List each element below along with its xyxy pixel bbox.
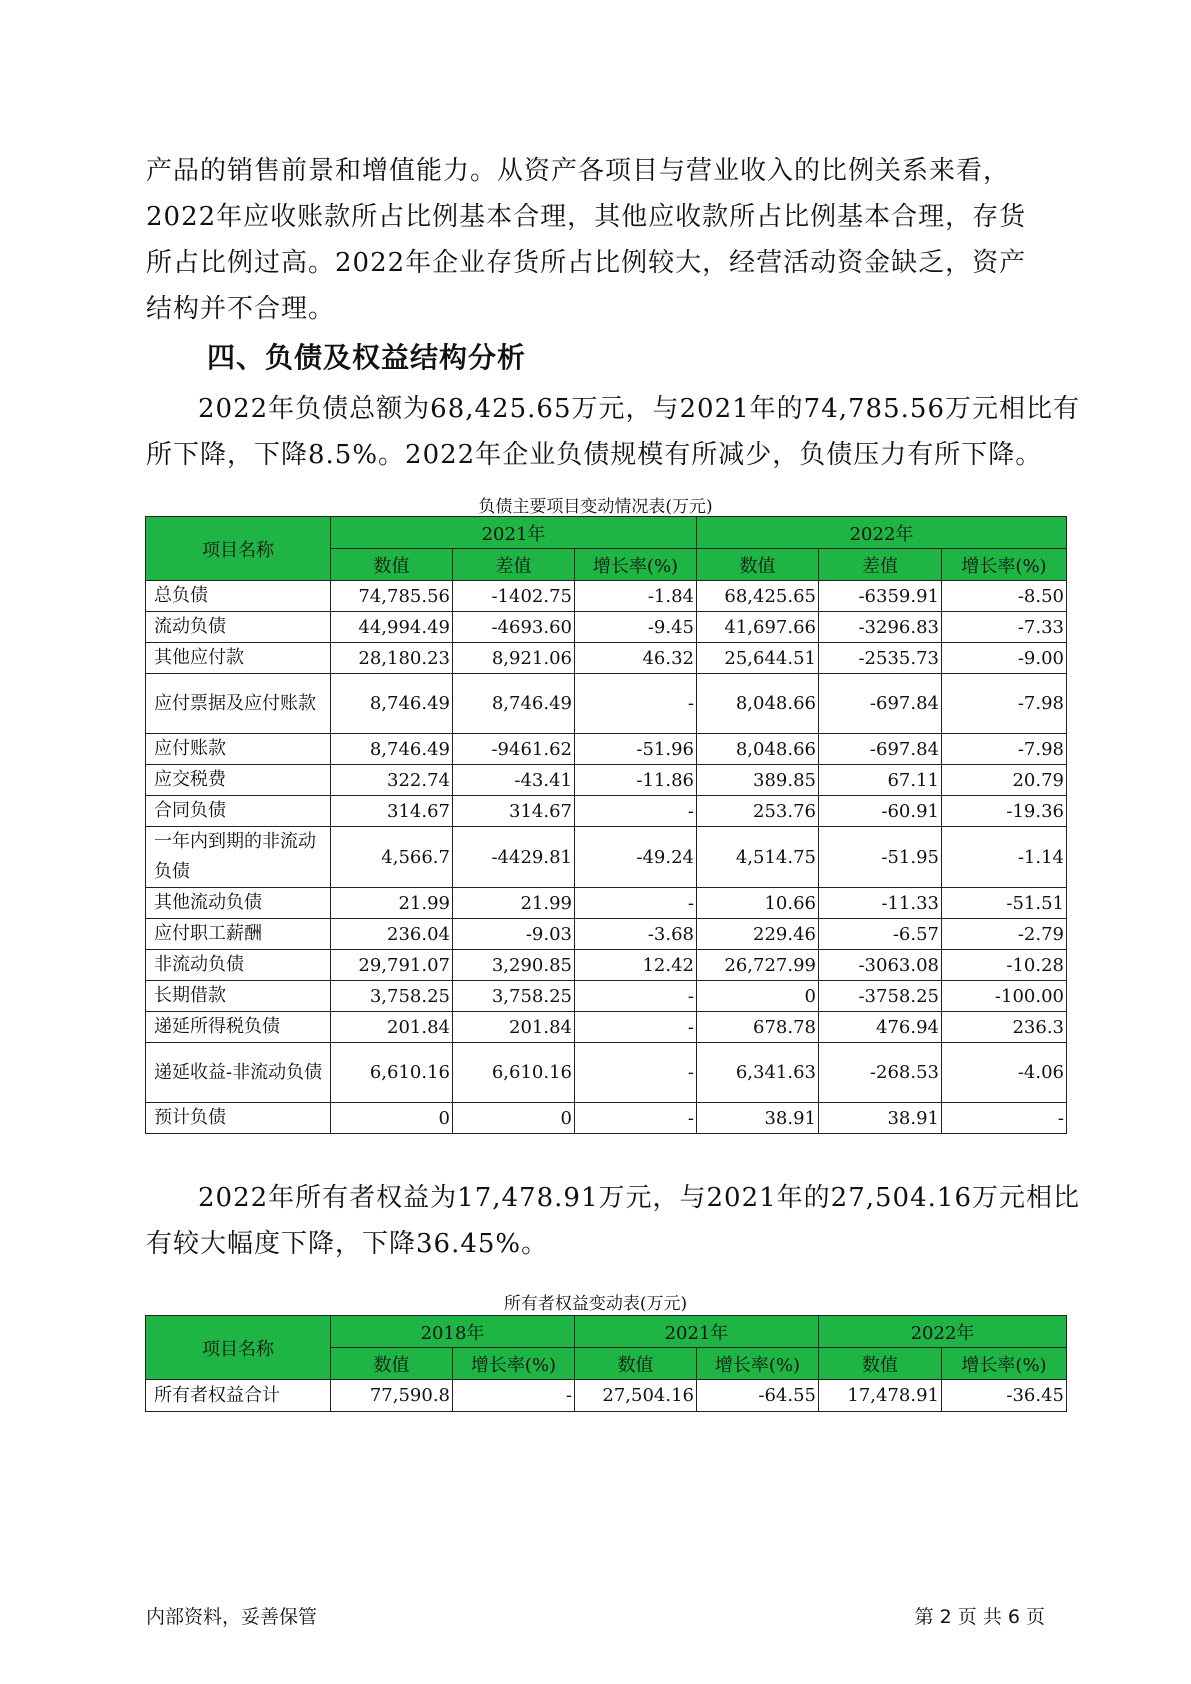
row-label: 其他流动负债	[146, 888, 331, 919]
sub-header: 增长率(%)	[575, 549, 697, 581]
cell: -7.98	[942, 734, 1067, 765]
cell: 8,746.49	[453, 674, 575, 734]
row-label: 一年内到期的非流动负债	[146, 827, 331, 888]
cell: -51.95	[819, 827, 942, 888]
row-label: 应付账款	[146, 734, 331, 765]
cell: -60.91	[819, 796, 942, 827]
cell: 10.66	[697, 888, 819, 919]
cell: -8.50	[942, 581, 1067, 612]
year-header: 2022年	[819, 1316, 1067, 1348]
table-caption: 负债主要项目变动情况表(万元)	[478, 497, 713, 517]
cell: -49.24	[575, 827, 697, 888]
cell: 6,341.63	[697, 1043, 819, 1103]
cell: 0	[453, 1103, 575, 1134]
liability-table	[145, 516, 1067, 1134]
sub-header: 增长率(%)	[697, 1348, 819, 1380]
row-label: 递延所得税负债	[146, 1012, 331, 1043]
cell: -3296.83	[819, 612, 942, 643]
cell: 25,644.51	[697, 643, 819, 674]
table-row	[146, 581, 1067, 612]
cell: -51.51	[942, 888, 1067, 919]
cell: 44,994.49	[331, 612, 453, 643]
cell: 8,921.06	[453, 643, 575, 674]
year-header: 2022年	[697, 517, 1067, 549]
cell: 314.67	[331, 796, 453, 827]
sub-header: 数值	[331, 1348, 453, 1380]
cell: 41,697.66	[697, 612, 819, 643]
sub-header: 数值	[819, 1348, 942, 1380]
sub-header: 数值	[331, 549, 453, 581]
cell: 3,290.85	[453, 950, 575, 981]
cell: -268.53	[819, 1043, 942, 1103]
row-label: 非流动负债	[146, 950, 331, 981]
cell: -1.84	[575, 581, 697, 612]
year-header: 2021年	[575, 1316, 819, 1348]
table-row	[146, 643, 1067, 674]
cell: 77,590.8	[331, 1380, 453, 1412]
intro-paragraph	[146, 148, 1046, 332]
cell: 3,758.25	[331, 981, 453, 1012]
equity-table	[145, 1315, 1067, 1412]
cell: 8,746.49	[331, 674, 453, 734]
cell: -4693.60	[453, 612, 575, 643]
cell: -64.55	[697, 1380, 819, 1412]
cell: -9461.62	[453, 734, 575, 765]
table-row	[146, 1380, 1067, 1412]
cell: -697.84	[819, 674, 942, 734]
cell: 314.67	[453, 796, 575, 827]
row-label: 预计负债	[146, 1103, 331, 1134]
row-label: 总负债	[146, 581, 331, 612]
cell: -7.98	[942, 674, 1067, 734]
cell: 6,610.16	[453, 1043, 575, 1103]
table-row	[146, 888, 1067, 919]
table-row	[146, 612, 1067, 643]
text-line: 产品的销售前景和增值能力。从资产各项目与营业收入的比例关系来看，	[146, 156, 1011, 186]
cell: 21.99	[453, 888, 575, 919]
row-label: 应交税费	[146, 765, 331, 796]
cell: -3.68	[575, 919, 697, 950]
cell: -19.36	[942, 796, 1067, 827]
cell: 28,180.23	[331, 643, 453, 674]
table-body	[146, 581, 1067, 1134]
cell: 236.04	[331, 919, 453, 950]
row-label: 所有者权益合计	[146, 1380, 331, 1412]
cell: -3758.25	[819, 981, 942, 1012]
cell: 74,785.56	[331, 581, 453, 612]
table-row	[146, 734, 1067, 765]
cell: 4,514.75	[697, 827, 819, 888]
table-row	[146, 796, 1067, 827]
cell: 38.91	[697, 1103, 819, 1134]
cell: 12.42	[575, 950, 697, 981]
year-header: 2018年	[331, 1316, 575, 1348]
col-header-name: 项目名称	[146, 517, 331, 581]
equity-paragraph	[146, 1175, 1080, 1267]
row-label: 流动负债	[146, 612, 331, 643]
cell: -1.14	[942, 827, 1067, 888]
cell: -	[575, 1043, 697, 1103]
text-line: 2022年应收账款所占比例基本合理，其他应收款所占比例基本合理，存货	[146, 202, 1027, 232]
text-line: 2022年负债总额为68,425.65万元，与2021年的74,785.56万元相比有	[198, 394, 1080, 424]
sub-header: 差值	[453, 549, 575, 581]
cell: -	[575, 796, 697, 827]
row-label: 应付票据及应付账款	[146, 674, 331, 734]
cell: 201.84	[331, 1012, 453, 1043]
table-row	[146, 827, 1067, 888]
cell: -	[575, 981, 697, 1012]
cell: 38.91	[819, 1103, 942, 1134]
cell: -697.84	[819, 734, 942, 765]
cell: 476.94	[819, 1012, 942, 1043]
cell: 8,048.66	[697, 674, 819, 734]
sub-header: 增长率(%)	[942, 1348, 1067, 1380]
col-header-name: 项目名称	[146, 1316, 331, 1380]
cell: -9.45	[575, 612, 697, 643]
cell: 322.74	[331, 765, 453, 796]
cell: -6.57	[819, 919, 942, 950]
cell: 4,566.7	[331, 827, 453, 888]
cell: -1402.75	[453, 581, 575, 612]
cell: -9.00	[942, 643, 1067, 674]
cell: -11.33	[819, 888, 942, 919]
cell: -100.00	[942, 981, 1067, 1012]
cell: 21.99	[331, 888, 453, 919]
cell: 29,791.07	[331, 950, 453, 981]
cell: 389.85	[697, 765, 819, 796]
table-row	[146, 919, 1067, 950]
cell: -7.33	[942, 612, 1067, 643]
cell: -9.03	[453, 919, 575, 950]
cell: -2.79	[942, 919, 1067, 950]
cell: 46.32	[575, 643, 697, 674]
text-line: 有较大幅度下降，下降36.45%。	[146, 1229, 549, 1259]
sub-header: 增长率(%)	[453, 1348, 575, 1380]
sub-header: 数值	[697, 549, 819, 581]
row-label: 长期借款	[146, 981, 331, 1012]
cell: 0	[331, 1103, 453, 1134]
cell: 27,504.16	[575, 1380, 697, 1412]
table-row	[146, 1012, 1067, 1043]
row-label: 应付职工薪酬	[146, 919, 331, 950]
cell: 236.3	[942, 1012, 1067, 1043]
liability-paragraph	[146, 386, 1080, 478]
cell: -	[575, 888, 697, 919]
cell: 68,425.65	[697, 581, 819, 612]
table-row	[146, 1043, 1067, 1103]
footer-confidential: 内部资料，妥善保管	[146, 1606, 318, 1628]
cell: 3,758.25	[453, 981, 575, 1012]
table-row	[146, 674, 1067, 734]
cell: 8,746.49	[331, 734, 453, 765]
cell: -	[575, 1012, 697, 1043]
sub-header: 差值	[819, 549, 942, 581]
table-row	[146, 950, 1067, 981]
table-row	[146, 981, 1067, 1012]
cell: -4429.81	[453, 827, 575, 888]
row-label: 合同负债	[146, 796, 331, 827]
sub-header: 数值	[575, 1348, 697, 1380]
cell: -10.28	[942, 950, 1067, 981]
cell: 0	[697, 981, 819, 1012]
cell: -	[575, 1103, 697, 1134]
cell: -36.45	[942, 1380, 1067, 1412]
cell: -11.86	[575, 765, 697, 796]
cell: 6,610.16	[331, 1043, 453, 1103]
cell: -	[942, 1103, 1067, 1134]
cell: 201.84	[453, 1012, 575, 1043]
year-header: 2021年	[331, 517, 697, 549]
sub-header: 增长率(%)	[942, 549, 1067, 581]
cell: 67.11	[819, 765, 942, 796]
cell: 8,048.66	[697, 734, 819, 765]
cell: 26,727.99	[697, 950, 819, 981]
text-line: 2022年所有者权益为17,478.91万元，与2021年的27,504.16万元相比	[198, 1183, 1080, 1213]
table-caption: 所有者权益变动表(万元)	[503, 1294, 688, 1314]
table-row	[146, 1103, 1067, 1134]
cell: -3063.08	[819, 950, 942, 981]
row-label: 其他应付款	[146, 643, 331, 674]
cell: -43.41	[453, 765, 575, 796]
text-line: 所下降，下降8.5%。2022年企业负债规模有所减少，负债压力有所下降。	[146, 440, 1043, 470]
text-line: 结构并不合理。	[146, 294, 336, 324]
cell: -4.06	[942, 1043, 1067, 1103]
cell: 20.79	[942, 765, 1067, 796]
cell: -51.96	[575, 734, 697, 765]
table-row	[146, 765, 1067, 796]
cell: -2535.73	[819, 643, 942, 674]
cell: -	[575, 674, 697, 734]
cell: 678.78	[697, 1012, 819, 1043]
cell: -6359.91	[819, 581, 942, 612]
cell: 229.46	[697, 919, 819, 950]
row-label: 递延收益-非流动负债	[146, 1043, 331, 1103]
cell: 253.76	[697, 796, 819, 827]
section-heading: 四、负债及权益结构分析	[207, 341, 527, 374]
cell: 17,478.91	[819, 1380, 942, 1412]
page-number: 第 2 页 共 6 页	[914, 1606, 1045, 1628]
text-line: 所占比例过高。2022年企业存货所占比例较大，经营活动资金缺乏，资产	[146, 248, 1027, 278]
cell: -	[453, 1380, 575, 1412]
